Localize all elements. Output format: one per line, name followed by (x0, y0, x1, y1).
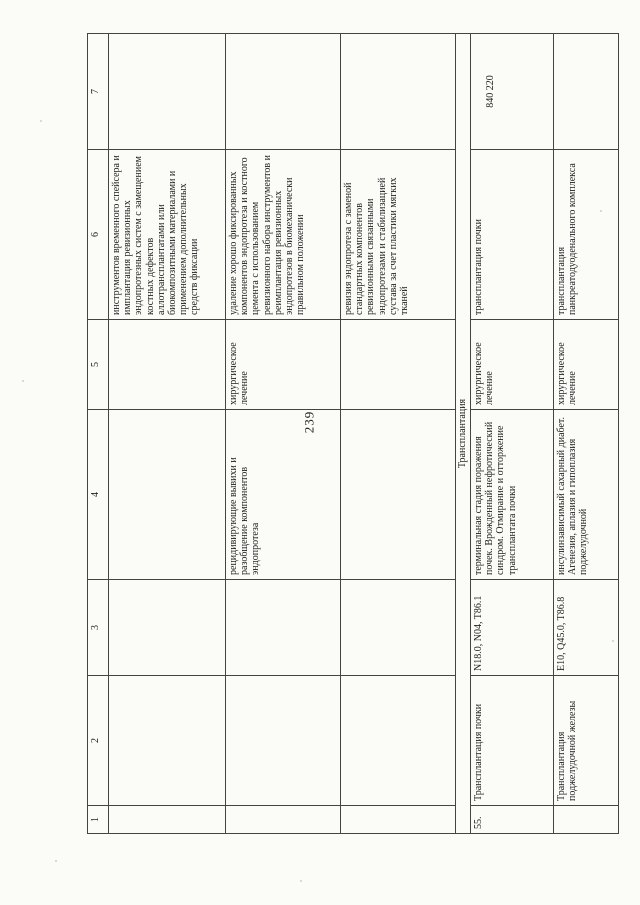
method-cell: удаление хорошо фиксированных компонентов эндопротеза и костного цемента с использованием ревизионного набора инструментов и реимплантация ревизионных эндопротезов в биомеханически правильном положении (226, 150, 341, 320)
table-cell (109, 676, 226, 806)
services-table (87, 33, 619, 834)
section-title: Трансплантация (456, 34, 471, 834)
scan-speck (612, 640, 614, 642)
table-cell (341, 320, 456, 410)
section-row (456, 34, 471, 834)
header-cell-6: 6 (88, 150, 109, 320)
diagnosis-cell: инсулинзависимый сахарный диабет. Агенезия, аплазия и гипоплазия поджелудочной (554, 410, 619, 580)
header-cell-3: 3 (88, 580, 109, 676)
page-number: 239 (301, 410, 317, 434)
table-cell (341, 806, 456, 834)
scan-speck (300, 880, 302, 882)
method-cell: трансплантация почки (471, 150, 554, 320)
header-row (88, 34, 109, 834)
method-cell: инструментов временного спейсера и имплантация ревизионных эндопротезных систем с замещением костных дефектов аллотрансплантатами или биокомпозитными материалами и применением дополнительных средств фиксации (109, 150, 226, 320)
table-cell (109, 320, 226, 410)
table-cell (341, 676, 456, 806)
table-cell (109, 410, 226, 580)
table-cell (341, 580, 456, 676)
table-row (109, 34, 226, 834)
table-row (341, 34, 456, 834)
price-cell: 840 220 (471, 34, 554, 150)
row-number-cell: 55. (471, 806, 554, 834)
header-cell-1: 1 (88, 806, 109, 834)
icd-code-cell: N18.0, N04, T86.1 (471, 580, 554, 676)
profile-cell: Трансплантация почки (471, 676, 554, 806)
table-row (554, 34, 619, 834)
treatment-type-cell: хирургическое лечение (554, 320, 619, 410)
scan-speck (40, 120, 42, 122)
header-cell-5: 5 (88, 320, 109, 410)
scan-speck (55, 860, 57, 862)
table-cell (109, 34, 226, 150)
table-cell (226, 580, 341, 676)
profile-cell: Трансплантация поджелудочной железы (554, 676, 619, 806)
table-cell (109, 806, 226, 834)
diagnosis-cell: рецидивирующие вывихи и разобщение компонентов эндопротеза (226, 410, 341, 580)
scan-speck (600, 210, 602, 212)
table-cell (109, 580, 226, 676)
table-row (471, 34, 554, 834)
header-cell-7: 7 (88, 34, 109, 150)
rotated-table-container (87, 34, 633, 834)
treatment-type-cell: хирургическое лечение (471, 320, 554, 410)
method-cell: ревизия эндопротеза с заменой стандартных компонентов ревизионными связанными эндопротезами и стабилизацией сустава за счет пластики мягких тканей (341, 150, 456, 320)
table-cell (554, 806, 619, 834)
table-cell (226, 676, 341, 806)
table-cell (341, 410, 456, 580)
treatment-type-cell: хирургическое лечение (226, 320, 341, 410)
table-row (226, 34, 341, 834)
diagnosis-cell: терминальная стадия поражения почек. Врожденный нефротический синдром. Отмирание и отторжение трансплантата почки (471, 410, 554, 580)
method-cell: трансплантация панкреатодуоденального комплекса (554, 150, 619, 320)
header-cell-4: 4 (88, 410, 109, 580)
table-cell (554, 34, 619, 150)
table-cell (226, 34, 341, 150)
table-cell (226, 806, 341, 834)
table-cell (341, 34, 456, 150)
scan-speck (22, 380, 24, 382)
header-cell-2: 2 (88, 676, 109, 806)
icd-code-cell: E10, Q45.0, T86.8 (554, 580, 619, 676)
